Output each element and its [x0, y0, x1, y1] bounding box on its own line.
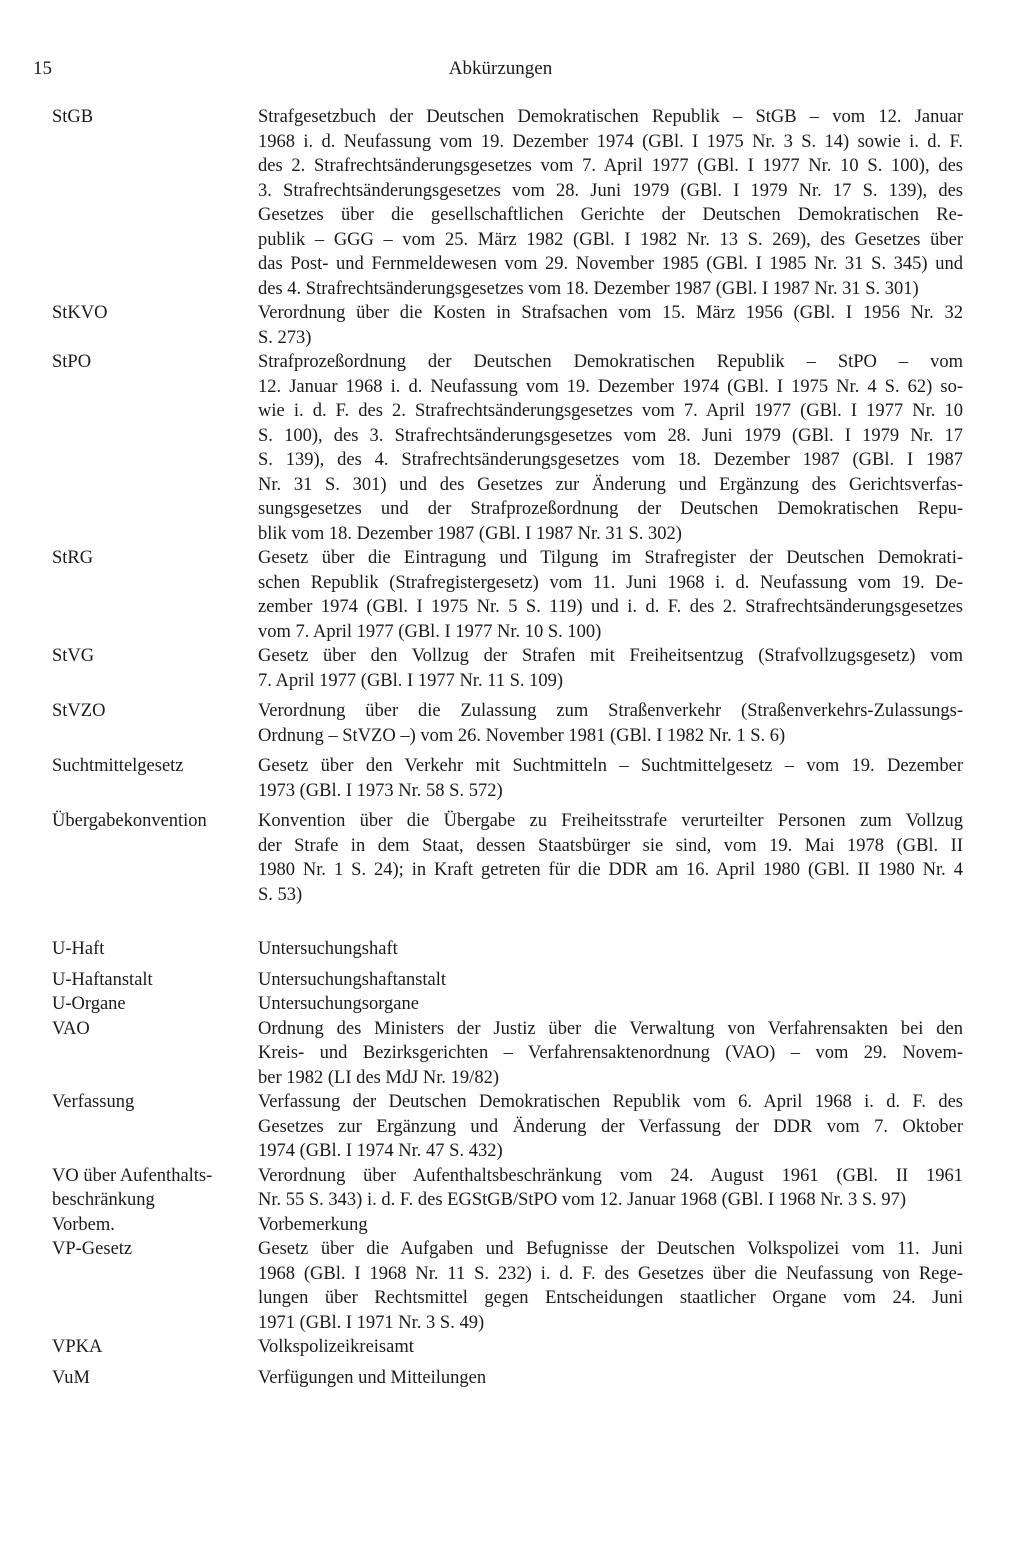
definition-line: Konvention über die Übergabe zu Freiheitsstrafe verurteilter Personen zum Vollzug [258, 811, 963, 831]
abbreviation-entry [0, 809, 1024, 907]
abbreviation-term [52, 301, 252, 326]
definition-line: Verordnung über Aufenthaltsbeschränkung vom 24. August 1961 (GBl. II 1961 [258, 1165, 963, 1186]
abbreviation-definition [258, 1335, 963, 1360]
term-line: VP-Gesetz [52, 1239, 133, 1259]
definition-line: S. 53) [258, 884, 303, 905]
abbreviation-entry [0, 1335, 1024, 1360]
definition-line: des 2. Strafrechtsänderungsgesetzes vom 7. April 1977 (GBl. I 1977 Nr. 10 S. 100), des [258, 156, 963, 176]
definition-line: Verfassung der Deutschen Demokratischen Republik vom 6. April 1968 i. d. F. des [258, 1092, 963, 1112]
definition-line: 1968 i. d. Neufassung vom 19. Dezember 1974 (GBl. I 1975 Nr. 3 S. 14) sowie i. d. F. [258, 131, 963, 152]
definition-line: Gesetz über den Verkehr mit Suchtmitteln – Suchtmittelgesetz – vom 19. Dezember [258, 756, 963, 776]
term-line: StKVO [52, 303, 108, 323]
term-line: U-Organe [52, 994, 126, 1014]
page-number: 15 [33, 58, 52, 79]
abbreviation-definition [258, 1090, 963, 1164]
abbreviation-entry [0, 699, 1024, 748]
entry-spacer [0, 913, 1024, 937]
abbreviation-entry [0, 937, 1024, 962]
abbreviation-term [52, 1017, 252, 1042]
abbreviation-list [0, 105, 1024, 1390]
abbreviation-term [52, 937, 252, 962]
abbreviation-term [52, 105, 252, 130]
definition-line: Ordnung – StVZO –) vom 26. November 1981 (GBl. I 1982 Nr. 1 S. 6) [258, 725, 786, 746]
term-line: VO über Aufenthalts- [52, 1165, 213, 1186]
abbreviation-term [52, 1164, 252, 1213]
term-line: beschränkung [52, 1190, 155, 1210]
definition-line: Untersuchungshaft [258, 939, 398, 959]
definition-line: Volkspolizeikreisamt [258, 1337, 414, 1357]
abbreviation-term [52, 809, 252, 834]
definition-line: Strafprozeßordnung der Deutschen Demokratischen Republik – StPO – vom [258, 352, 963, 372]
abbreviation-definition [258, 1237, 963, 1335]
term-line: Verfassung [52, 1092, 135, 1112]
definition-line: Gesetz über die Eintragung und Tilgung im Strafregister der Deutschen Demokrati- [258, 548, 963, 568]
definition-line: S. 100), des 3. Strafrechtsänderungsgesetzes vom 28. Juni 1979 (GBl. I 1979 Nr. 17 [258, 425, 963, 446]
term-line: Übergabekonvention [52, 811, 207, 831]
abbreviation-definition [258, 809, 963, 907]
abbreviation-term [52, 644, 252, 669]
definition-line: schen Republik (Strafregistergesetz) vom 11. Juni 1968 i. d. Neufassung vom 19. De- [258, 572, 963, 593]
definition-line: blik vom 18. Dezember 1987 (GBl. I 1987 Nr. 31 S. 302) [258, 523, 682, 544]
abbreviation-term [52, 992, 252, 1017]
abbreviation-term [52, 754, 252, 779]
definition-line: Untersuchungshaftanstalt [258, 969, 447, 990]
abbreviation-entry [0, 992, 1024, 1017]
abbreviation-definition [258, 105, 963, 301]
abbreviation-term [52, 546, 252, 571]
definition-line: Ordnung des Ministers der Justiz über die Verwaltung von Verfahrensakten bei den [258, 1018, 963, 1039]
abbreviation-term [52, 1090, 252, 1115]
term-line: StPO [52, 352, 92, 372]
abbreviation-term [52, 1237, 252, 1262]
abbreviation-entry [0, 754, 1024, 803]
abbreviation-definition [258, 754, 963, 803]
abbreviation-term [52, 1366, 252, 1391]
abbreviation-entry [0, 644, 1024, 693]
abbreviation-definition [258, 301, 963, 350]
abbreviation-definition [258, 1213, 963, 1238]
abbreviation-entry [0, 1213, 1024, 1238]
abbreviation-entry [0, 1017, 1024, 1091]
definition-line: ber 1982 (LI des MdJ Nr. 19/82) [258, 1067, 499, 1088]
abbreviation-entry [0, 546, 1024, 644]
abbreviation-entry [0, 1237, 1024, 1335]
definition-line: Nr. 31 S. 301) und des Gesetzes zur Änderung und Ergänzung des Gerichtsverfas- [258, 474, 963, 495]
abbreviation-term [52, 699, 252, 724]
definition-line: zember 1974 (GBl. I 1975 Nr. 5 S. 119) und i. d. F. des 2. Strafrechtsänderungsgesetzes [258, 597, 963, 617]
definition-line: 12. Januar 1968 i. d. Neufassung vom 19. Dezember 1974 (GBl. I 1975 Nr. 4 S. 62) so- [258, 376, 963, 397]
definition-line: Verordnung über die Zulassung zum Straßenverkehr (Straßenverkehrs-Zulassungs- [258, 701, 963, 721]
abbreviation-term [52, 968, 252, 993]
definition-line: 1968 (GBl. I 1968 Nr. 11 S. 232) i. d. F. des Gesetzes über die Neufassung von Rege- [258, 1263, 963, 1284]
term-line: VuM [52, 1367, 90, 1388]
abbreviation-entry [0, 1090, 1024, 1164]
definition-line: sungsgesetzes und der Strafprozeßordnung der Deutschen Demokratischen Repu- [258, 499, 963, 519]
abbreviation-definition [258, 644, 963, 693]
definition-line: Verfügungen und Mitteilungen [258, 1367, 487, 1388]
definition-line: 3. Strafrechtsänderungsgesetzes vom 28. Juni 1979 (GBl. I 1979 Nr. 17 S. 139), des [258, 180, 963, 201]
abbreviation-entry [0, 968, 1024, 993]
definition-line: Gesetz über die Aufgaben und Befugnisse der Deutschen Volkspolizei vom 11. Juni [258, 1239, 963, 1259]
definition-line: das Post- und Fernmeldewesen vom 29. November 1985 (GBl. I 1985 Nr. 31 S. 345) und [258, 254, 963, 274]
abbreviation-definition [258, 699, 963, 748]
abbreviation-entry [0, 105, 1024, 301]
abbreviation-definition [258, 1164, 963, 1213]
definition-line: Strafgesetzbuch der Deutschen Demokratischen Republik – StGB – vom 12. Januar [258, 107, 963, 127]
definition-line: 1973 (GBl. I 1973 Nr. 58 S. 572) [258, 780, 503, 801]
definition-line: vom 7. April 1977 (GBl. I 1977 Nr. 10 S. 100) [258, 621, 602, 642]
abbreviation-definition [258, 937, 963, 962]
definition-line: Gesetzes zur Ergänzung und Änderung der Verfassung der DDR vom 7. Oktober [258, 1116, 963, 1137]
term-line: VAO [52, 1018, 90, 1039]
abbreviation-definition [258, 546, 963, 644]
term-line: U-Haftanstalt [52, 969, 153, 990]
abbreviation-definition [258, 992, 963, 1017]
term-line: StGB [52, 107, 94, 127]
definition-line: lungen über Rechtsmittel gegen Entscheidungen staatlicher Organe vom 24. Juni [258, 1288, 963, 1308]
term-line: StVZO [52, 701, 106, 721]
abbreviation-definition [258, 968, 963, 993]
definition-line: der Strafe in dem Staat, dessen Staatsbürger sie sind, vom 19. Mai 1978 (GBl. II [258, 835, 963, 856]
abbreviation-term [52, 350, 252, 375]
definition-line: S. 273) [258, 327, 312, 348]
definition-line: des 4. Strafrechtsänderungsgesetzes vom 18. Dezember 1987 (GBl. I 1987 Nr. 31 S. 301) [258, 278, 919, 299]
definition-line: Kreis- und Bezirksgerichten – Verfahrensaktenordnung (VAO) – vom 29. Novem- [258, 1043, 963, 1063]
term-line: StRG [52, 548, 94, 568]
term-line: Vorbem. [52, 1214, 115, 1235]
definition-line: Untersuchungsorgane [258, 994, 419, 1014]
running-title: Abkürzungen [448, 58, 553, 79]
definition-line: 7. April 1977 (GBl. I 1977 Nr. 11 S. 109) [258, 670, 564, 691]
definition-line: wie i. d. F. des 2. Strafrechtsänderungsgesetzes vom 7. April 1977 (GBl. I 1977 Nr. 10 [258, 401, 963, 421]
abbreviation-entry [0, 1164, 1024, 1213]
definition-line: 1974 (GBl. I 1974 Nr. 47 S. 432) [258, 1141, 503, 1161]
definition-line: Verordnung über die Kosten in Strafsachen vom 15. März 1956 (GBl. I 1956 Nr. 32 [258, 303, 963, 323]
definition-line: S. 139), des 4. Strafrechtsänderungsgesetzes vom 18. Dezember 1987 (GBl. I 1987 [258, 450, 963, 470]
definition-line: Gesetz über den Vollzug der Strafen mit Freiheitsentzug (Strafvollzugsgesetz) vom [258, 646, 963, 666]
term-line: Suchtmittelgesetz [52, 756, 184, 776]
abbreviation-term [52, 1335, 252, 1360]
definition-line: 1980 Nr. 1 S. 24); in Kraft getreten für die DDR am 16. April 1980 (GBl. II 1980 Nr. 4 [258, 860, 963, 880]
abbreviation-entry [0, 350, 1024, 546]
definition-line: Nr. 55 S. 343) i. d. F. des EGStGB/StPO vom 12. Januar 1968 (GBl. I 1968 Nr. 3 S. 97) [258, 1190, 907, 1210]
abbreviation-entry [0, 301, 1024, 350]
abbreviation-term [52, 1213, 252, 1238]
abbreviation-definition [258, 1017, 963, 1091]
term-line: StVG [52, 646, 95, 666]
page-header [33, 58, 968, 88]
term-line: U-Haft [52, 939, 105, 959]
definition-line: Gesetzes über die gesellschaftlichen Gerichte der Deutschen Demokratischen Re- [258, 205, 963, 225]
abbreviation-entry [0, 1366, 1024, 1391]
abbreviation-definition [258, 350, 963, 546]
term-line: VPKA [52, 1337, 103, 1357]
definition-line: publik – GGG – vom 25. März 1982 (GBl. I 1982 Nr. 13 S. 269), des Gesetzes über [258, 229, 963, 250]
abbreviation-definition [258, 1366, 963, 1391]
definition-line: 1971 (GBl. I 1971 Nr. 3 S. 49) [258, 1312, 485, 1333]
definition-line: Vorbemerkung [258, 1214, 368, 1235]
